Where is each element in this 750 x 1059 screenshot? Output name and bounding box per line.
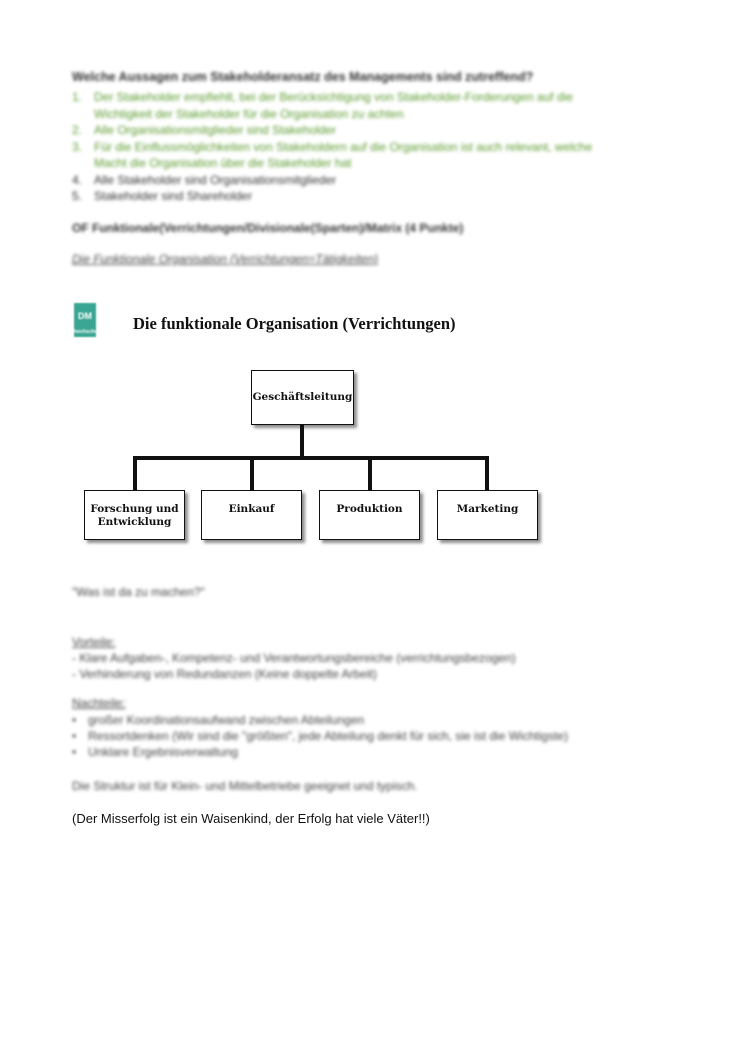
nachteile-heading: Nachteile: (72, 696, 126, 710)
connector-child-1 (133, 456, 137, 491)
answer-item-1: 1. Der Stakeholder empfiehlt, bei der Berücksichtigung von Stakeholder-Forderungen auf die Wichtigkeit der Stakeholder für die Organisation zu achten (72, 90, 573, 121)
list-item: • Ressortdenken (Wir sind die "größten", jede Abteilung denkt für sich, sie ist die Wichtigste) (72, 729, 569, 743)
connector-horizontal (133, 456, 489, 460)
connector-child-3 (368, 456, 372, 491)
of-heading: OF Funktionale(Verrichtungen/Divisionale(Sparten)/Matrix (4 Punkte) (72, 221, 464, 235)
org-box-produktion: Produktion (319, 490, 420, 540)
answer-item-3: 3. Für die Einflussmöglichkeiten von Stakeholdern auf die Organisation ist auch relevant, welche Macht die Organisation über die Stakeholder hat (72, 139, 593, 170)
saying-text: (Der Misserfolg ist ein Waisenkind, der Erfolg hat viele Väter!!) (72, 811, 430, 826)
list-item: • großer Koordinationsaufwand zwischen Abteilungen (72, 713, 365, 727)
connector-child-4 (485, 456, 489, 491)
org-box-einkauf: Einkauf (201, 490, 302, 540)
answer-list (72, 89, 682, 205)
quote: "Was ist da zu machen?" (72, 585, 205, 599)
question-heading: Welche Aussagen zum Stakeholderansatz des Managements sind zutreffend? (72, 70, 534, 84)
connector-root-down (300, 425, 304, 458)
nachteile-list (72, 712, 568, 760)
vorteile-list (72, 650, 516, 682)
org-box-marketing: Marketing (437, 490, 538, 540)
struktur-text: Die Struktur ist für Klein- und Mittelbetriebe geeignet und typisch. (72, 779, 418, 793)
org-box-root: Geschäftsleitung (251, 370, 354, 425)
org-box-forschung: Forschung und Entwicklung (84, 490, 185, 540)
answer-item-4: 4. Alle Stakeholder sind Organisationsmitglieder (72, 172, 337, 187)
list-item: • Unklare Ergebnisverwaltung (72, 745, 239, 759)
list-item: - Klare Aufgaben-, Kompetenz- und Verantwortungsbereiche (verrichtungsbezogen) (72, 651, 516, 665)
vorteile-heading: Vorteile: (72, 635, 116, 649)
logo: DM hochschule (74, 303, 96, 337)
answer-item-5: 5. Stakeholder sind Shareholder (72, 189, 253, 203)
connector-child-2 (250, 456, 254, 491)
answer-item-2: 2. Alle Organisationsmitglieder sind Stakeholder (72, 123, 337, 137)
list-item: - Verhinderung von Redundanzen (Keine doppelte Arbeit) (72, 667, 377, 681)
sub-heading: Die Funktionale Organisation (Verrichtungen=Tätigkeiten) (72, 252, 379, 266)
slide-title: Die funktionale Organisation (Verrichtungen) (133, 314, 456, 333)
